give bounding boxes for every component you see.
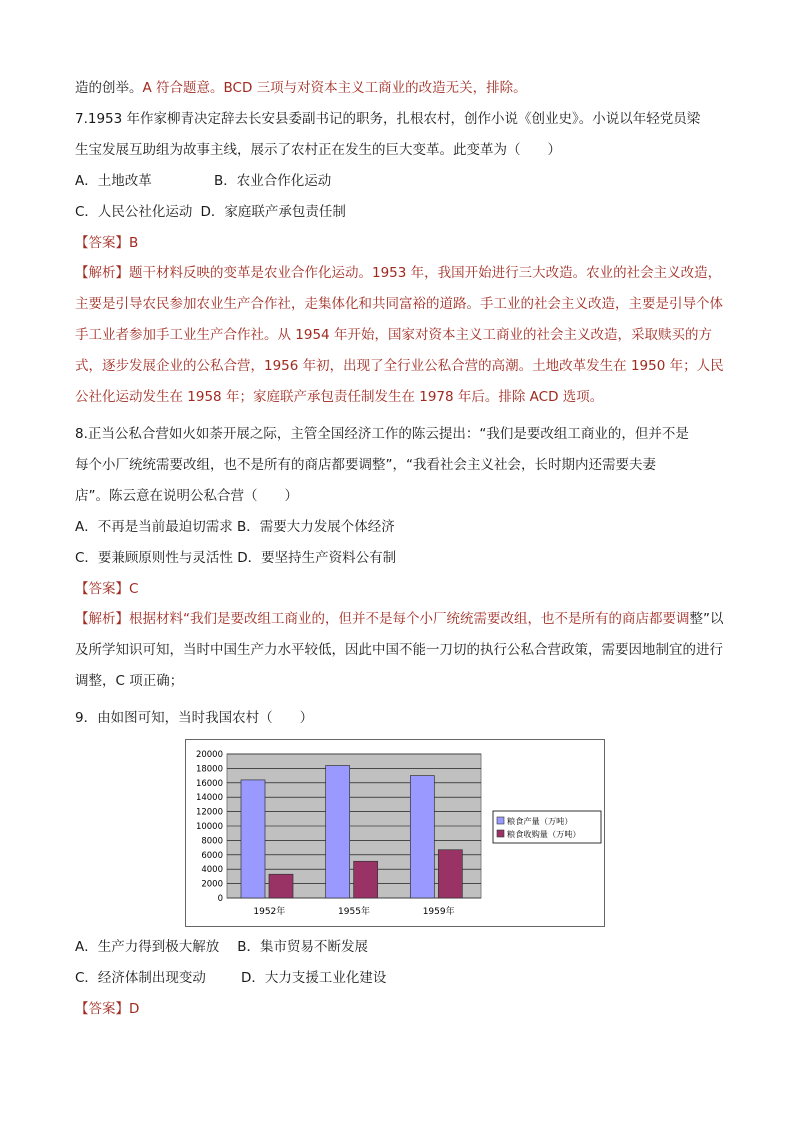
q7-option-d: D．家庭联产承包责任制 bbox=[200, 204, 346, 220]
q9-answer: 【答案】D bbox=[75, 1001, 140, 1017]
y-tick-label: 12000 bbox=[195, 807, 223, 818]
q8-stem-line-3: 店”。陈云意在说明公私合营（ ） bbox=[75, 488, 298, 504]
y-tick-label: 0 bbox=[217, 894, 223, 904]
q7-stem-line-2: 生宝发展互助组为故事主线，展示了农村正在发生的巨大变革。此变革为（ ） bbox=[75, 142, 561, 158]
x-tick-label: 1955年 bbox=[338, 907, 370, 917]
y-tick-label: 20000 bbox=[195, 750, 223, 760]
document-content bbox=[75, 78, 725, 1030]
x-tick-label: 1952年 bbox=[253, 907, 286, 917]
y-tick-label: 14000 bbox=[195, 793, 223, 804]
top-line bbox=[75, 78, 725, 98]
bar bbox=[410, 776, 434, 898]
bar bbox=[326, 766, 350, 898]
q8-analysis-red: 根据材料“我们是要改组工商业的，但并不是每个小厂统统需要改组，也不是所有的商店都要调 bbox=[129, 611, 690, 627]
top-line-prefix: 造的创举。 bbox=[75, 80, 143, 96]
q9-stem: 9．由如图可知，当时我国农村（ ） bbox=[75, 710, 314, 726]
q7-option-b: B．农业合作化运动 bbox=[214, 173, 332, 189]
x-tick-label: 1959年 bbox=[422, 907, 455, 917]
legend-label: 粮食产量（万吨） bbox=[507, 816, 573, 826]
y-tick-label: 6000 bbox=[201, 850, 223, 861]
q7-options-cd bbox=[75, 202, 725, 222]
y-tick-label: 4000 bbox=[201, 865, 223, 876]
legend-label: 粮食收购量（万吨） bbox=[507, 829, 581, 839]
top-line-red: A 符合题意。BCD 三项与对资本主义工商业的改造无关，排除。 bbox=[142, 80, 527, 96]
y-tick-label: 18000 bbox=[195, 764, 223, 775]
q9-option-a: A．生产力得到极大解放 bbox=[75, 939, 220, 955]
q7-answer: 【答案】B bbox=[75, 235, 139, 251]
q9-options-cd bbox=[75, 968, 725, 988]
q7-stem-line-1: 7.1953 年作家柳青决定辞去长安县委副书记的职务，扎根农村，创作小说《创业史》。小说以年轻党员梁 bbox=[75, 111, 701, 127]
bar bbox=[241, 780, 265, 898]
q8-stem-line-1: 8.正当公私合营如火如荼开展之际，主管全国经济工作的陈云提出：“我们是要改组工商业的，但并不是 bbox=[75, 426, 689, 442]
bar bbox=[269, 874, 293, 898]
grain-chart bbox=[185, 739, 605, 927]
legend-swatch bbox=[497, 830, 504, 837]
q7-option-a: A．土地改革 bbox=[75, 173, 152, 189]
q7-analysis-label: 【解析】 bbox=[75, 265, 129, 281]
q9-option-d: D．大力支援工业化建设 bbox=[241, 970, 387, 986]
q9-option-c: C．经济体制出现变动 bbox=[75, 970, 206, 986]
q7-options-ab bbox=[75, 171, 725, 191]
q8-stem-line-2: 每个小厂统统需要改组，也不是所有的商店都要调整”，“我看社会主义社会，长时期内还需要夫妻 bbox=[75, 457, 656, 473]
q8-analysis-text: 整”以及所学知识可知，当时中国生产力水平较低，因此中国不能一刀切的执行公私合营政策，需要因地制宜的进行调整，C 项正确； bbox=[75, 611, 724, 689]
q7-option-c: C．人民公社化运动 bbox=[75, 204, 193, 220]
bar bbox=[354, 861, 378, 898]
q7-analysis bbox=[75, 258, 725, 413]
legend-swatch bbox=[497, 817, 504, 824]
y-tick-label: 16000 bbox=[195, 778, 223, 789]
q8-answer: 【答案】C bbox=[75, 581, 139, 597]
y-tick-label: 8000 bbox=[201, 836, 223, 847]
q9-options-ab bbox=[75, 937, 725, 957]
grain-chart-svg bbox=[185, 739, 605, 927]
q8-options-ab: A．不再是当前最迫切需求 B．需要大力发展个体经济 bbox=[75, 519, 395, 535]
q8-analysis-label: 【解析】 bbox=[75, 611, 129, 627]
q8-analysis bbox=[75, 604, 725, 697]
y-tick-label: 10000 bbox=[195, 822, 223, 832]
q9-option-b: B．集市贸易不断发展 bbox=[237, 939, 369, 955]
bar bbox=[438, 850, 462, 898]
q7-analysis-text: 题干材料反映的变革是农业合作化运动。1953 年，我国开始进行三大改造。农业的社会主义改造，主要是引导农民参加农业生产合作社，走集体化和共同富裕的道路。手工业的社会主义改造，主要是引导个体手工业者参加手工业生产合作社。从 1954 年开始，国家对资本主义工商业的社会主义改造，采取赎买的方式，逐步发展企业的公私合营，1956 年初，出现了全行业公私合营的高潮。土地改革发生在 1950 年；人民公社化运动发生在 1958 年；家庭联产承包责任制发生在 1978 年后。排除 ACD 选项。 bbox=[75, 265, 724, 405]
y-tick-label: 2000 bbox=[201, 879, 223, 890]
q8-options-cd: C．要兼顾原则性与灵活性 D．要坚持生产资料公有制 bbox=[75, 550, 397, 566]
